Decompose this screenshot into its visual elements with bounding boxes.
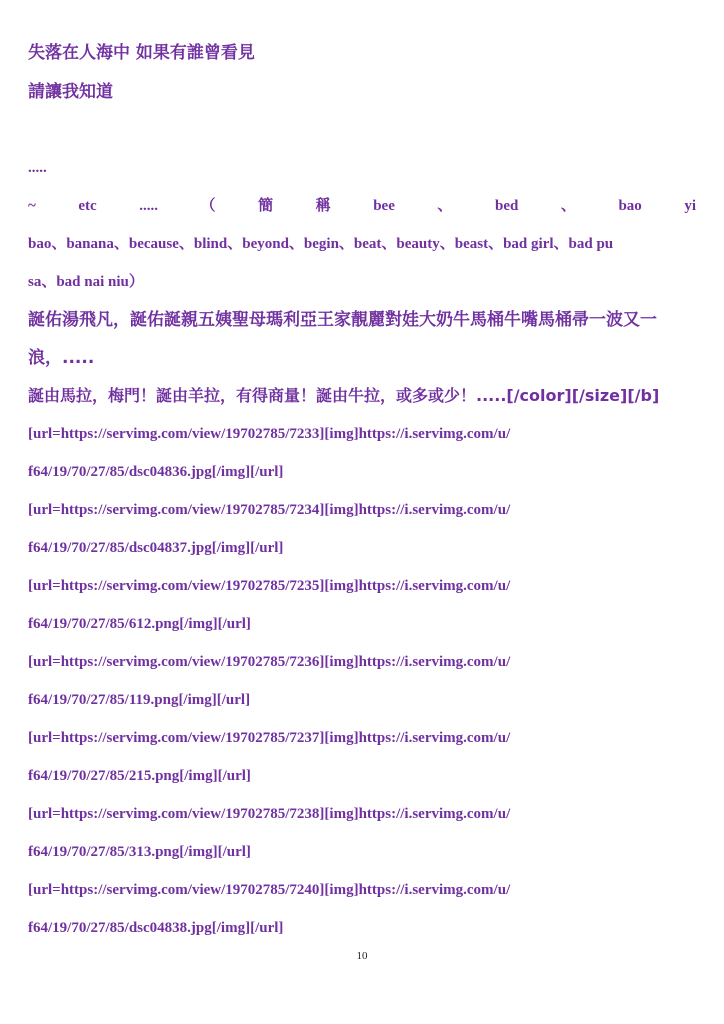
url-line: f64/19/70/27/85/215.png[/img][/url] xyxy=(28,768,251,784)
justified-word: yi xyxy=(684,198,696,214)
url-line: [url=https://servimg.com/view/19702785/7235][img]https://i.servimg.com/u/ xyxy=(28,578,511,594)
lyric-line-1: 失落在人海中 如果有誰曾看見 xyxy=(28,43,255,63)
cjk-paragraph-line-3: 誕由馬拉，梅門！誕由羊拉，有得商量！誕由牛拉，或多或少！.....[/color][/size][/b] xyxy=(28,386,660,405)
url-line: [url=https://servimg.com/view/19702785/7240][img]https://i.servimg.com/u/ xyxy=(28,882,511,898)
word-list-line-2: sa、bad nai niu） xyxy=(28,274,144,290)
justified-line xyxy=(28,196,696,216)
justified-word: 、 xyxy=(560,198,576,214)
justified-word: 、 xyxy=(437,198,453,214)
justified-word: ..... xyxy=(139,198,158,214)
page-number: 10 xyxy=(356,950,368,962)
cjk-paragraph-line-2: 浪，..... xyxy=(28,348,95,368)
word-list-line-1: bao、banana、because、blind、beyond、begin、beat、beauty、beast、bad girl、bad pu xyxy=(28,236,614,252)
justified-word: bed xyxy=(494,198,519,214)
justified-word: bao xyxy=(618,198,642,214)
url-line: f64/19/70/27/85/dsc04837.jpg[/img][/url] xyxy=(28,540,284,556)
justified-word: etc xyxy=(78,198,97,214)
justified-word: （ xyxy=(200,198,216,214)
url-line: f64/19/70/27/85/313.png[/img][/url] xyxy=(28,844,251,860)
url-line: f64/19/70/27/85/612.png[/img][/url] xyxy=(28,616,251,632)
lyric-line-2: 請讓我知道 xyxy=(28,82,113,102)
justified-word: 簡 xyxy=(258,198,274,214)
url-line: f64/19/70/27/85/119.png[/img][/url] xyxy=(28,692,251,708)
justified-word: ~ xyxy=(28,198,36,214)
url-line: [url=https://servimg.com/view/19702785/7234][img]https://i.servimg.com/u/ xyxy=(28,502,511,518)
url-line: f64/19/70/27/85/dsc04838.jpg[/img][/url] xyxy=(28,920,284,936)
url-line: f64/19/70/27/85/dsc04836.jpg[/img][/url] xyxy=(28,464,284,480)
url-line: [url=https://servimg.com/view/19702785/7237][img]https://i.servimg.com/u/ xyxy=(28,730,511,746)
url-line: [url=https://servimg.com/view/19702785/7238][img]https://i.servimg.com/u/ xyxy=(28,806,511,822)
url-line: [url=https://servimg.com/view/19702785/7236][img]https://i.servimg.com/u/ xyxy=(28,654,511,670)
url-line: [url=https://servimg.com/view/19702785/7233][img]https://i.servimg.com/u/ xyxy=(28,426,511,442)
justified-word: 稱 xyxy=(315,198,331,214)
justified-word: bee xyxy=(373,198,395,214)
ellipsis-line: ..... xyxy=(28,160,47,176)
cjk-paragraph-line-1: 誕佑湯飛凡，誕佑誕親五姨聖母瑪利亞王家靚麗對娃大奶牛馬桶牛嘴馬桶帚一波又一 xyxy=(28,310,657,330)
